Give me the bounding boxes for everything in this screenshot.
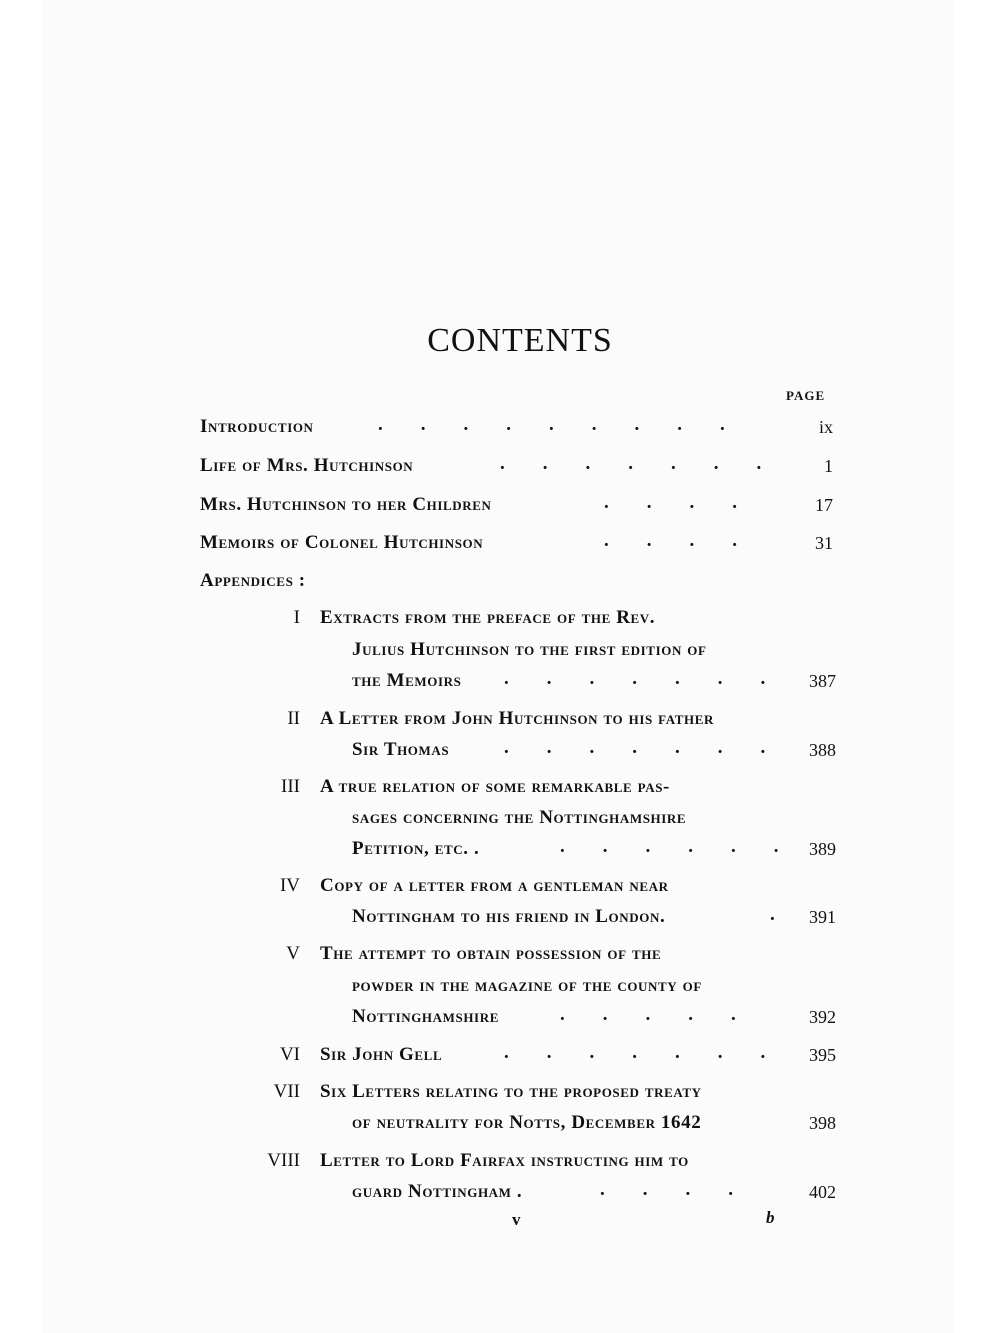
toc-page-number: 387	[809, 671, 836, 691]
toc-page-number: 398	[809, 1113, 836, 1133]
toc-page-number: 391	[809, 907, 836, 927]
appendix-numeral: IV	[279, 875, 300, 896]
appendix-line: guard Nottingham .	[352, 1181, 523, 1202]
toc-page-number: 389	[809, 839, 836, 859]
appendix-numeral: III	[281, 776, 300, 797]
toc-entry-to-children: Mrs. Hutchinson to her Children	[200, 494, 492, 515]
appendix-line: A Letter from John Hutchinson to his father	[320, 708, 714, 729]
appendix-line: of neutrality for Notts, December 1642	[352, 1112, 702, 1133]
toc-entry-life: Life of Mrs. Hutchinson	[200, 455, 414, 476]
appendix-line: Nottinghamshire	[352, 1006, 499, 1027]
leader-dots: ....	[604, 530, 775, 551]
folio-number: v	[512, 1210, 521, 1229]
appendix-line: sages concerning the Nottinghamshire	[352, 807, 687, 828]
page-column-header: PAGE	[786, 388, 826, 403]
leader-dots: .......	[504, 668, 804, 689]
leader-dots: ......	[560, 836, 817, 857]
signature-mark: b	[766, 1208, 775, 1227]
leader-dots: .........	[378, 414, 763, 435]
appendix-line: Nottingham to his friend in London.	[352, 906, 666, 927]
leader-dots: .......	[504, 737, 804, 758]
toc-page-number: 17	[815, 495, 833, 515]
page-title: CONTENTS	[427, 322, 613, 359]
appendix-line: A true relation of some remarkable pas-	[320, 776, 670, 797]
appendix-numeral: I	[293, 607, 300, 628]
toc-page-number: 392	[809, 1007, 836, 1027]
appendix-numeral: VI	[279, 1044, 300, 1065]
leader-dots: .	[770, 904, 775, 925]
toc-page-number: 395	[809, 1045, 836, 1065]
appendix-line: powder in the magazine of the county of	[352, 975, 702, 996]
toc-page-number: 402	[809, 1182, 836, 1202]
appendix-line: Petition, etc. .	[352, 838, 480, 859]
toc-page-number: 1	[824, 456, 833, 476]
leader-dots: ....	[600, 1179, 771, 1200]
appendix-line: the Memoirs	[352, 670, 462, 691]
appendix-numeral: V	[286, 943, 300, 964]
leader-dots: .......	[504, 1042, 804, 1063]
leader-dots: ....	[604, 492, 775, 513]
appendix-numeral: VII	[273, 1081, 300, 1102]
leader-dots: .....	[560, 1004, 774, 1025]
toc-page-number: 31	[815, 533, 833, 553]
toc-entry-memoirs: Memoirs of Colonel Hutchinson	[200, 532, 484, 553]
appendix-line: Julius Hutchinson to the first edition of	[352, 639, 707, 660]
appendix-numeral: VIII	[267, 1150, 300, 1171]
toc-page-number: ix	[818, 417, 833, 437]
appendix-line: The attempt to obtain possession of the	[320, 943, 662, 964]
leader-dots: .......	[500, 453, 800, 474]
appendix-line: Sir John Gell	[320, 1044, 443, 1065]
scan-margin-right	[954, 0, 1000, 1333]
appendix-line: Six Letters relating to the proposed treaty	[320, 1081, 702, 1102]
appendix-line: Extracts from the preface of the Rev.	[320, 607, 656, 628]
toc-entry-introduction: Introduction	[200, 416, 314, 437]
appendices-heading: Appendices :	[200, 570, 306, 591]
appendix-line: Copy of a letter from a gentleman near	[320, 875, 669, 896]
scan-margin-left	[0, 0, 42, 1333]
appendix-line: Sir Thomas	[352, 739, 450, 760]
toc-page-number: 388	[809, 740, 836, 760]
appendix-numeral: II	[287, 708, 300, 729]
appendix-line: Letter to Lord Fairfax instructing him to	[320, 1150, 689, 1171]
